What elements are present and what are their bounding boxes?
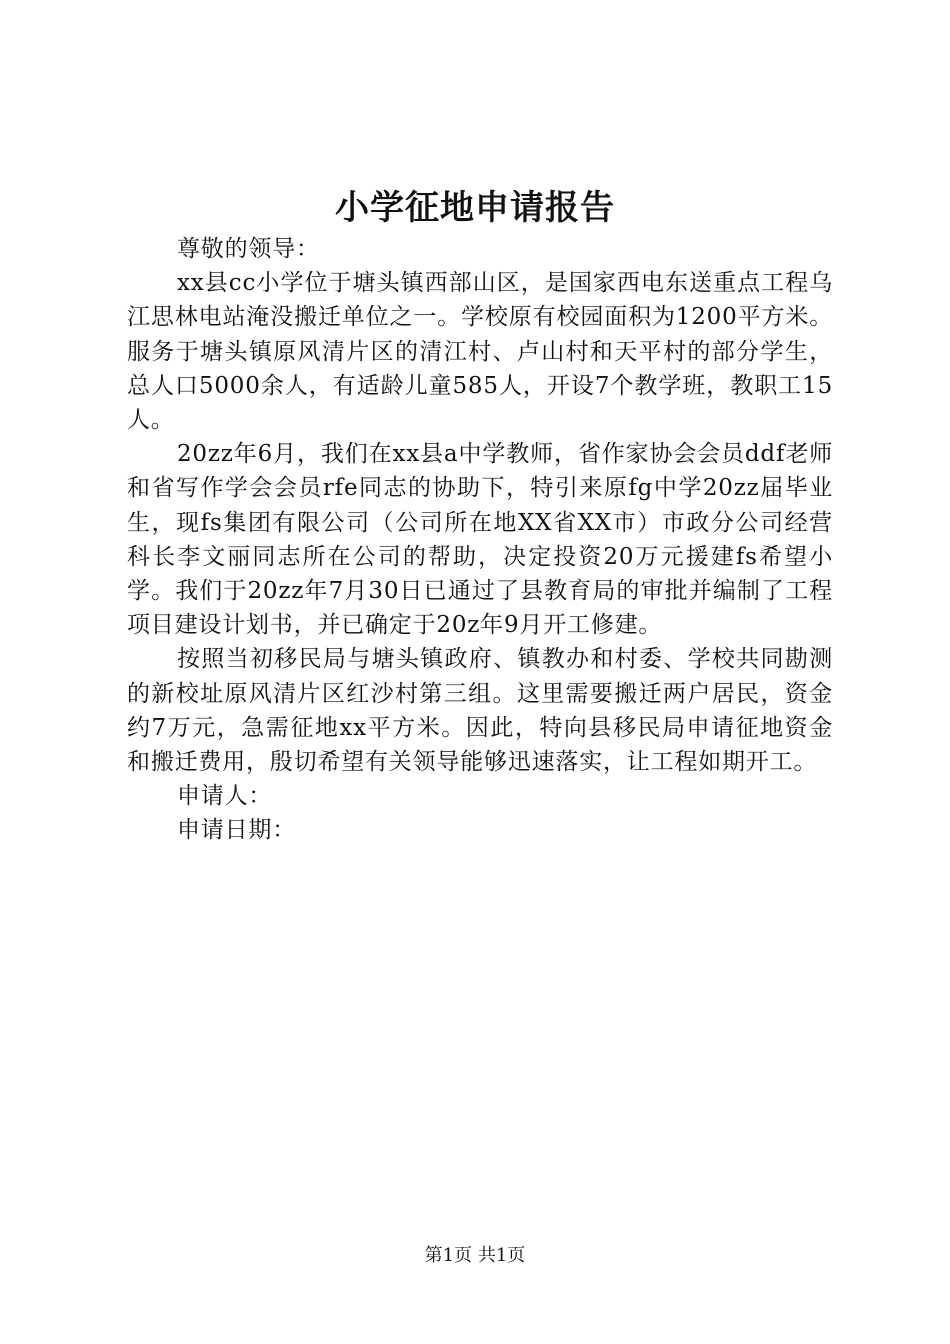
paragraph-1: xx县cc小学位于塘头镇西部山区，是国家西电东送重点工程乌江思林电站淹没搬迁单位之一。学校原有校园面积为1200平方米。服务于塘头镇原风清片区的清江村、卢山村和天平村的部分学生，总人口5000余人，有适龄儿童585人，开设7个教学班，教职工15人。	[127, 270, 833, 434]
page-number: 第1页 共1页	[424, 1245, 526, 1266]
paragraph-2: 20zz年6月，我们在xx县a中学教师，省作家协会会员ddf老师和省写作学会会员rfe同志的协助下，特引来原fg中学20zz届毕业生，现fs集团有限公司（公司所在地XX省XX市）市政分公司经营科长李文丽同志所在公司的帮助，决定投资20万元援建fs希望小学。我们于20zz年7月30日已通过了县教育局的审批并编制了工程项目建设计划书，并已确定于20z年9月开工修建。	[127, 441, 833, 639]
applicant-label: 申请人：	[177, 783, 273, 810]
document-title: 小学征地申请报告	[335, 188, 615, 228]
document-body	[127, 232, 833, 848]
page-footer	[0, 1244, 950, 1268]
date-label: 申请日期：	[177, 817, 296, 844]
salutation: 尊敬的领导：	[177, 236, 320, 262]
paragraph-3: 按照当初移民局与塘头镇政府、镇教办和村委、学校共同勘测的新校址原风清片区红沙村第三组。这里需要搬迁两户居民，资金约7万元，急需征地xx平方米。因此，特向县移民局申请征地资金和搬迁费用，殷切希望有关领导能够迅速落实，让工程如期开工。	[127, 646, 833, 776]
